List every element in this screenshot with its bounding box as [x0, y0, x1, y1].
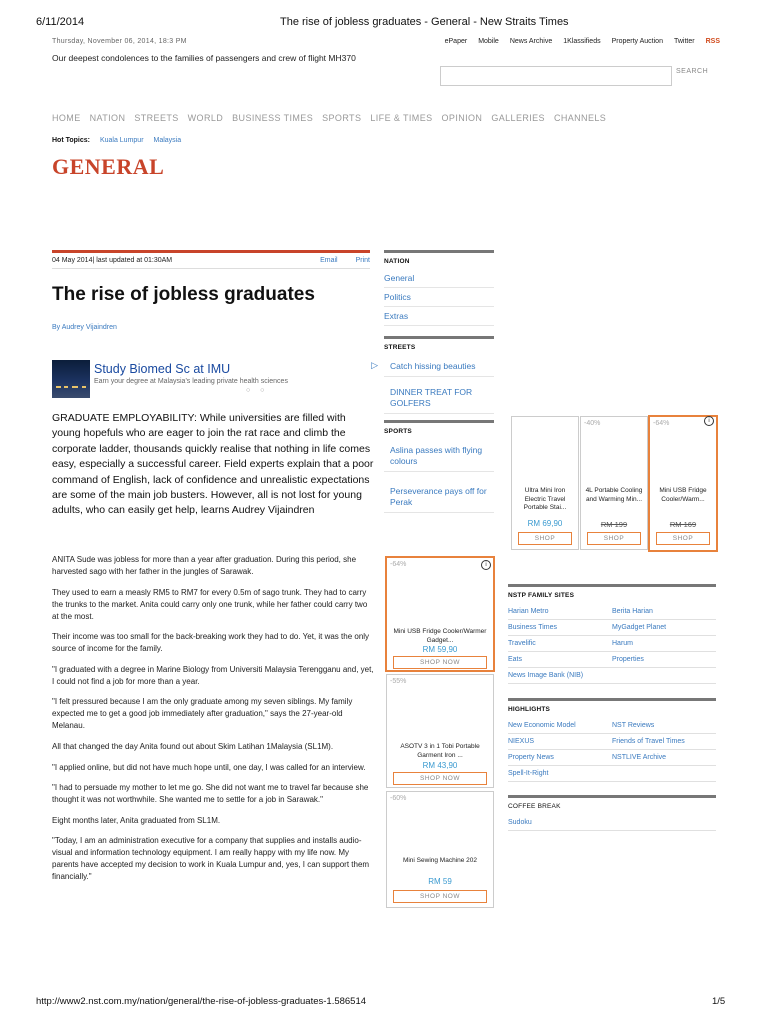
print-page-number: 1/5 [712, 996, 726, 1007]
coffee-break-heading: COFFEE BREAK [508, 795, 716, 815]
sidebar-heading-streets: STREETS [384, 336, 494, 355]
family-sites [508, 584, 716, 684]
sidebar-link-general[interactable]: General [384, 269, 494, 288]
highlight-link[interactable]: New Economic Model [508, 722, 576, 729]
email-link[interactable]: Email [320, 257, 338, 264]
paragraph: They used to earn a measly RM5 to RM7 for every 0.5m of sago trunk. They had to carry the trunks to the market. Anita could carry only one trunk, while her father could carry two at the most. [52, 587, 368, 621]
coffee-break [508, 795, 716, 831]
search-button[interactable]: SEARCH [676, 68, 709, 75]
ad-title[interactable]: Study Biomed Sc at IMU [94, 362, 231, 376]
product-ad[interactable] [385, 556, 495, 672]
ad-subtitle: Earn your degree at Malaysia's leading private health sciences [94, 378, 288, 385]
article-body [52, 554, 374, 892]
family-link[interactable]: Business Times [508, 624, 558, 631]
top-link-property-auction[interactable]: Property Auction [611, 38, 663, 45]
shop-now-button[interactable]: SHOP NOW [393, 656, 487, 669]
ad-banner[interactable] [52, 358, 378, 398]
paragraph: ANITA Sude was jobless for more than a year after graduation. During this period, she harvested sago with her father in the jungles of Sarawak. [52, 555, 357, 576]
product-ad[interactable] [580, 416, 648, 550]
section-sidebar [384, 250, 494, 513]
list-item [508, 636, 716, 652]
product-discount: -64% [653, 420, 670, 427]
paragraph: Their income was too small for the back-breaking work they had to do. Yet, it was the only source of income for the family. [52, 632, 370, 654]
paragraph: "I applied online, but did not have much hope until, one day, I was called for an interview. [52, 762, 366, 772]
nav-sports[interactable]: SPORTS [322, 113, 362, 123]
sidebar-link-politics[interactable]: Politics [384, 288, 494, 307]
current-date: Thursday, November 06, 2014, 18:3 PM [52, 38, 187, 45]
product-price: RM 69,90 [527, 519, 563, 528]
adchoices-icon[interactable]: ▷ [371, 360, 378, 370]
coffee-link[interactable]: Sudoku [508, 819, 532, 826]
sidebar-story[interactable]: Catch hissing beauties [384, 355, 494, 377]
article-byline[interactable]: By Audrey Vijaindren [52, 324, 117, 331]
paragraph: All that changed the day Anita found out about Skim Latihan 1Malaysia (SL1M). [52, 741, 334, 751]
hot-topics [52, 137, 181, 144]
sidebar-heading-sports: SPORTS [384, 420, 494, 439]
sidebar-link-extras[interactable]: Extras [384, 307, 494, 326]
top-link-mobile[interactable]: Mobile [478, 38, 499, 45]
top-link-klassifieds[interactable]: 1Klassifieds [563, 38, 601, 45]
product-discount: -60% [390, 795, 407, 802]
product-old-price: RM 199 [600, 520, 628, 529]
list-item [508, 668, 716, 684]
family-link[interactable]: MyGadget Planet [612, 624, 667, 631]
hot-topic-link[interactable]: Kuala Lumpur [99, 137, 144, 144]
top-link-rss[interactable]: RSS [705, 38, 720, 45]
print-date: 6/11/2014 [36, 16, 85, 28]
paragraph: "Today, I am an administration executive for a company that supplies and installs audio-visual and information technology equipment. I am really happy with my life now. My parents have accepted my decision to work in Kuala Lumpur and, yes, I can support them financially." [52, 836, 370, 882]
shop-now-button[interactable]: SHOP NOW [393, 890, 487, 903]
list-item [508, 718, 716, 734]
product-price: RM 59 [428, 877, 452, 886]
lede-label: GRADUATE EMPLOYABILITY: [52, 412, 197, 424]
info-icon[interactable]: i [704, 416, 714, 426]
product-price: RM 59,90 [422, 645, 458, 654]
condolence-banner: Our deepest condolences to the families of passengers and crew of flight MH370 [52, 53, 356, 63]
sidebar-story[interactable]: Perseverance pays off for Perak [384, 472, 494, 513]
product-name[interactable]: Mini Sewing Machine 202 [402, 857, 478, 864]
print-title: The rise of jobless graduates - General - New Straits Times [280, 16, 569, 28]
article-meta [52, 257, 370, 264]
nav-world[interactable]: WORLD [187, 113, 224, 123]
product-ad[interactable] [648, 415, 718, 552]
family-sites-heading: NSTP FAMILY SITES [508, 584, 716, 604]
highlight-link[interactable] [612, 770, 716, 777]
list-item [508, 734, 716, 750]
nav-life-times[interactable]: LIFE & TIMES [370, 113, 433, 123]
product-discount: -55% [390, 678, 407, 685]
article-date: 04 May 2014| last updated at 01:30AM [52, 257, 173, 264]
highlights-heading: HIGHLIGHTS [508, 698, 716, 718]
main-nav [52, 113, 606, 123]
nav-nation[interactable]: NATION [89, 113, 126, 123]
product-name[interactable]: ASOTV 3 in 1 Tobi Portable Garment Iron ... [400, 743, 480, 759]
highlights [508, 698, 716, 782]
hot-topic-link[interactable]: Malaysia [153, 137, 182, 144]
product-ad[interactable] [386, 674, 494, 788]
ad-pager-dots[interactable]: ○ ○ [246, 387, 269, 394]
product-discount: -64% [390, 561, 407, 568]
highlight-link[interactable]: Spell-It-Right [508, 770, 549, 777]
section-title: GENERAL [52, 154, 165, 179]
highlight-link[interactable]: Friends of Travel Times [612, 738, 685, 745]
print-link[interactable]: Print [355, 257, 370, 264]
sidebar-story[interactable]: Aslina passes with flying colours [384, 439, 494, 472]
paragraph: Eight months later, Anita graduated from SL1M. [52, 815, 221, 825]
highlight-link[interactable]: Property News [508, 754, 554, 761]
highlight-link[interactable]: NSTLIVE Archive [612, 754, 667, 761]
article-top-rule [52, 250, 370, 253]
family-link[interactable]: Harum [612, 640, 634, 647]
family-link[interactable]: Travelific [508, 640, 536, 647]
nav-streets[interactable]: STREETS [134, 113, 179, 123]
family-link[interactable]: Properties [612, 656, 644, 663]
shop-button[interactable]: SHOP [587, 532, 641, 545]
article-lede [52, 411, 374, 519]
family-link[interactable]: News Image Bank (NIB) [508, 672, 584, 679]
list-item [508, 766, 716, 782]
search-input[interactable] [440, 66, 672, 86]
nav-home[interactable]: HOME [52, 113, 81, 123]
product-name[interactable]: Mini USB Fridge Cooler/Warmer Gadget... [393, 628, 487, 644]
hot-topics-label: Hot Topics: [52, 137, 90, 144]
article-headline: The rise of jobless graduates [52, 284, 315, 305]
divider [52, 268, 370, 269]
nav-channels[interactable]: CHANNELS [553, 113, 607, 123]
sidebar-story[interactable]: DINNER TREAT FOR GOLFERS [384, 377, 494, 414]
highlight-link[interactable]: NST Reviews [612, 722, 655, 729]
sidebar-heading-nation: NATION [384, 250, 494, 269]
list-item [508, 750, 716, 766]
list-item [508, 815, 716, 831]
paragraph: "I graduated with a degree in Marine Biology from Universiti Malaysia Terengganu and, yet, I could not find a job for more than a year. [52, 664, 374, 686]
nav-business-times[interactable]: BUSINESS TIMES [232, 113, 314, 123]
product-discount: -40% [584, 420, 601, 427]
print-url: http://www2.nst.com.my/nation/general/the-rise-of-jobless-graduates-1.586514 [36, 996, 367, 1007]
list-item [508, 604, 716, 620]
list-item [508, 620, 716, 636]
shop-button[interactable]: SHOP [656, 532, 710, 545]
paragraph: "I had to persuade my mother to let me go. She did not want me to travel far because she thought it was not worthwhile. She wanted me to settle for a job in Sarawak." [52, 783, 369, 805]
info-icon[interactable]: i [481, 560, 491, 570]
paragraph: "I felt pressured because I am the only graduate among my seven siblings. My family expected me to get a good job immediately after graduation," says the 27-year-old Melanau. [52, 697, 353, 731]
shop-button[interactable]: SHOP [518, 532, 572, 545]
family-link[interactable] [612, 672, 716, 679]
shop-now-button[interactable]: SHOP NOW [393, 772, 487, 785]
top-links [445, 38, 720, 45]
top-link-news-archive[interactable]: News Archive [509, 38, 553, 45]
highlight-link[interactable]: NIEXUS [508, 738, 535, 745]
top-link-twitter[interactable]: Twitter [673, 38, 695, 45]
lede-text: While universities are filled with young hopefuls who are eager to join the rat race and climb the corporate ladder, thousands quickly realise that nothing in life comes easy, especially a successful career. Field experts explain that a poor command of English, lack of confidence and unrealistic expectations are some of the main job busters. However, all is not lost for young adults, who can easily get help, learns Audrey Vijaindren [52, 412, 374, 517]
product-name[interactable]: Ultra Mini Iron Electric Travel Portable Stai... [523, 487, 567, 511]
family-link[interactable]: Harian Metro [508, 608, 549, 615]
product-price: RM 43,90 [422, 761, 458, 770]
product-ad[interactable] [511, 416, 579, 550]
family-link[interactable]: Eats [508, 656, 523, 663]
product-old-price: RM 169 [669, 520, 697, 529]
product-ad[interactable] [386, 791, 494, 908]
family-link[interactable]: Berita Harian [612, 608, 653, 615]
list-item [508, 652, 716, 668]
product-name[interactable]: Mini USB Fridge Cooler/Warm... [659, 487, 707, 503]
nav-opinion[interactable]: OPINION [441, 113, 483, 123]
product-name[interactable]: 4L Portable Cooling and Warming Min... [585, 487, 643, 503]
top-link-epaper[interactable]: ePaper [444, 38, 468, 45]
ad-thumbnail [52, 360, 90, 398]
nav-galleries[interactable]: GALLERIES [491, 113, 545, 123]
